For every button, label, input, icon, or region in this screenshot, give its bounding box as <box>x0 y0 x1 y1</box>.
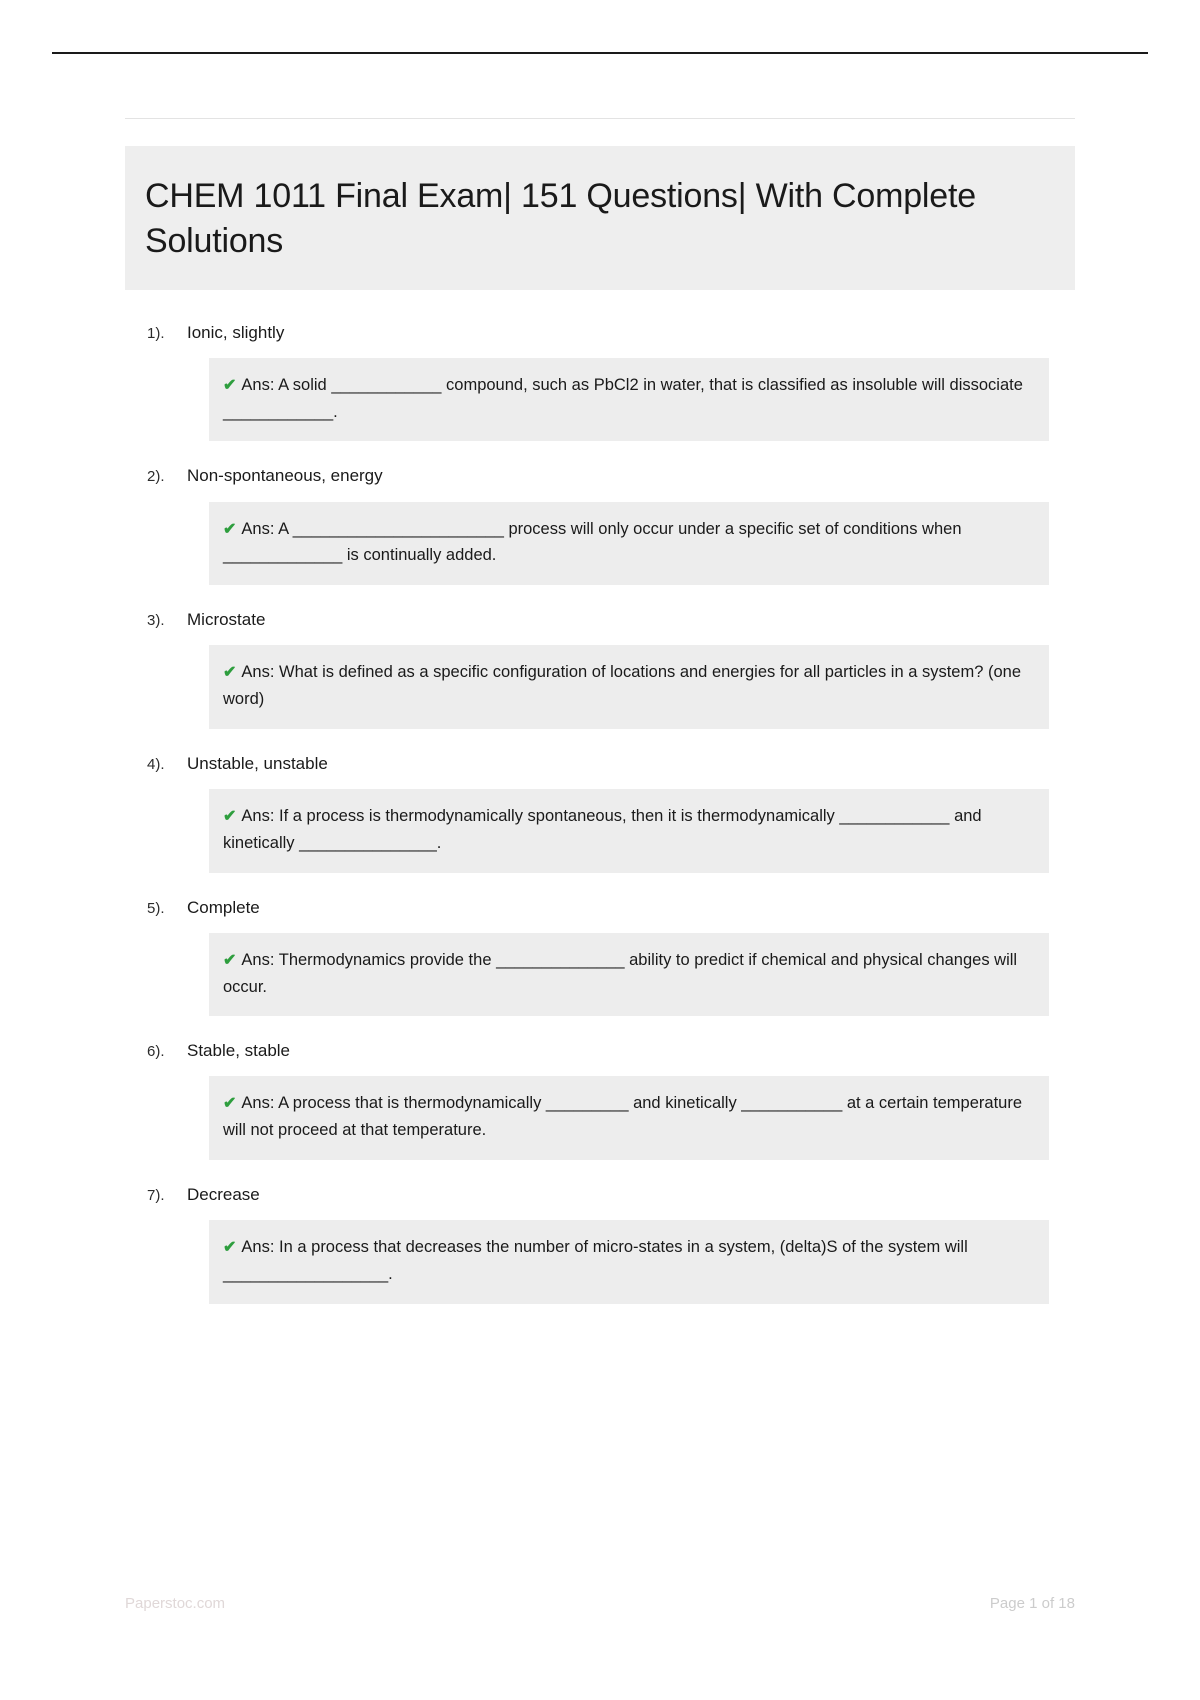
check-icon: ✔ <box>223 1095 237 1113</box>
question-header <box>125 1040 1075 1062</box>
question-header <box>125 322 1075 344</box>
question-header <box>125 609 1075 631</box>
question-term: Decrease <box>187 1185 260 1205</box>
footer-page-number: Page 1 of 18 <box>989 1595 1075 1612</box>
answer-label: Ans: <box>241 1094 275 1113</box>
question-number: 1). <box>147 324 165 342</box>
page-footer <box>125 1595 1075 1612</box>
answer-text: In a process that decreases the number of micro-states in a system, (delta)S of the system will __________________. <box>223 1238 968 1284</box>
answer-box <box>209 789 1049 873</box>
question-header <box>125 897 1075 919</box>
answer-label: Ans: <box>241 663 275 682</box>
answer-label: Ans: <box>241 1238 275 1257</box>
question-item <box>125 322 1075 442</box>
check-icon: ✔ <box>223 376 237 394</box>
question-number: 6). <box>147 1043 165 1061</box>
question-term: Non-spontaneous, energy <box>187 466 383 486</box>
document-content <box>125 118 1075 1328</box>
question-item <box>125 753 1075 873</box>
answer-text: What is defined as a specific configuration of locations and energies for all particles in a system? (one word) <box>223 663 1022 709</box>
answer-text: If a process is thermodynamically spontaneous, then it is thermodynamically ____________ and kinetically _______________. <box>223 807 982 852</box>
header-divider <box>52 52 1148 54</box>
answer-box <box>209 933 1049 1017</box>
answer-box <box>209 645 1049 729</box>
answer-box <box>209 358 1049 442</box>
question-term: Stable, stable <box>187 1041 291 1061</box>
check-icon: ✔ <box>223 808 237 825</box>
question-term: Unstable, unstable <box>187 753 328 773</box>
question-number: 5). <box>147 899 165 917</box>
answer-text: Thermodynamics provide the ______________ ability to predict if chemical and physical changes will occur. <box>223 950 1018 996</box>
check-icon: ✔ <box>223 951 237 969</box>
question-item <box>125 897 1075 1017</box>
document-title-band <box>125 146 1075 290</box>
question-number: 7). <box>147 1187 165 1205</box>
question-term: Ionic, slightly <box>187 322 285 342</box>
answer-box <box>209 1220 1049 1304</box>
question-item <box>125 1040 1075 1160</box>
question-header <box>125 465 1075 487</box>
page-title: CHEM 1011 Final Exam| 151 Questions| With Complete Solutions <box>145 177 976 260</box>
question-item <box>125 609 1075 729</box>
answer-text: A solid ____________ compound, such as PbCl2 in water, that is classified as insoluble will dissociate ____________. <box>223 375 1023 421</box>
footer-brand: Paperstoc.com <box>125 1595 226 1612</box>
title-top-divider <box>125 118 1075 119</box>
answer-label: Ans: <box>241 375 275 394</box>
question-item <box>125 1184 1075 1304</box>
question-term: Complete <box>187 897 260 917</box>
answer-text: A _______________________ process will only occur under a specific set of conditions when _____________ is continually added. <box>223 519 962 565</box>
question-header <box>125 1184 1075 1206</box>
check-icon: ✔ <box>223 664 237 682</box>
question-term: Microstate <box>187 610 266 630</box>
answer-box <box>209 502 1049 586</box>
question-number: 3). <box>147 612 165 630</box>
question-number: 4). <box>147 755 165 773</box>
question-list <box>125 322 1075 1304</box>
question-number: 2). <box>147 468 165 486</box>
answer-box <box>209 1076 1049 1160</box>
check-icon: ✔ <box>223 1239 237 1257</box>
answer-label: Ans: <box>241 950 275 969</box>
check-icon: ✔ <box>223 520 237 538</box>
question-header <box>125 753 1075 775</box>
answer-label: Ans: <box>241 807 275 825</box>
question-item <box>125 465 1075 585</box>
answer-text: A process that is thermodynamically _________ and kinetically ___________ at a certain temperature will not proceed at that temperature. <box>223 1094 1023 1140</box>
answer-label: Ans: <box>241 519 275 538</box>
